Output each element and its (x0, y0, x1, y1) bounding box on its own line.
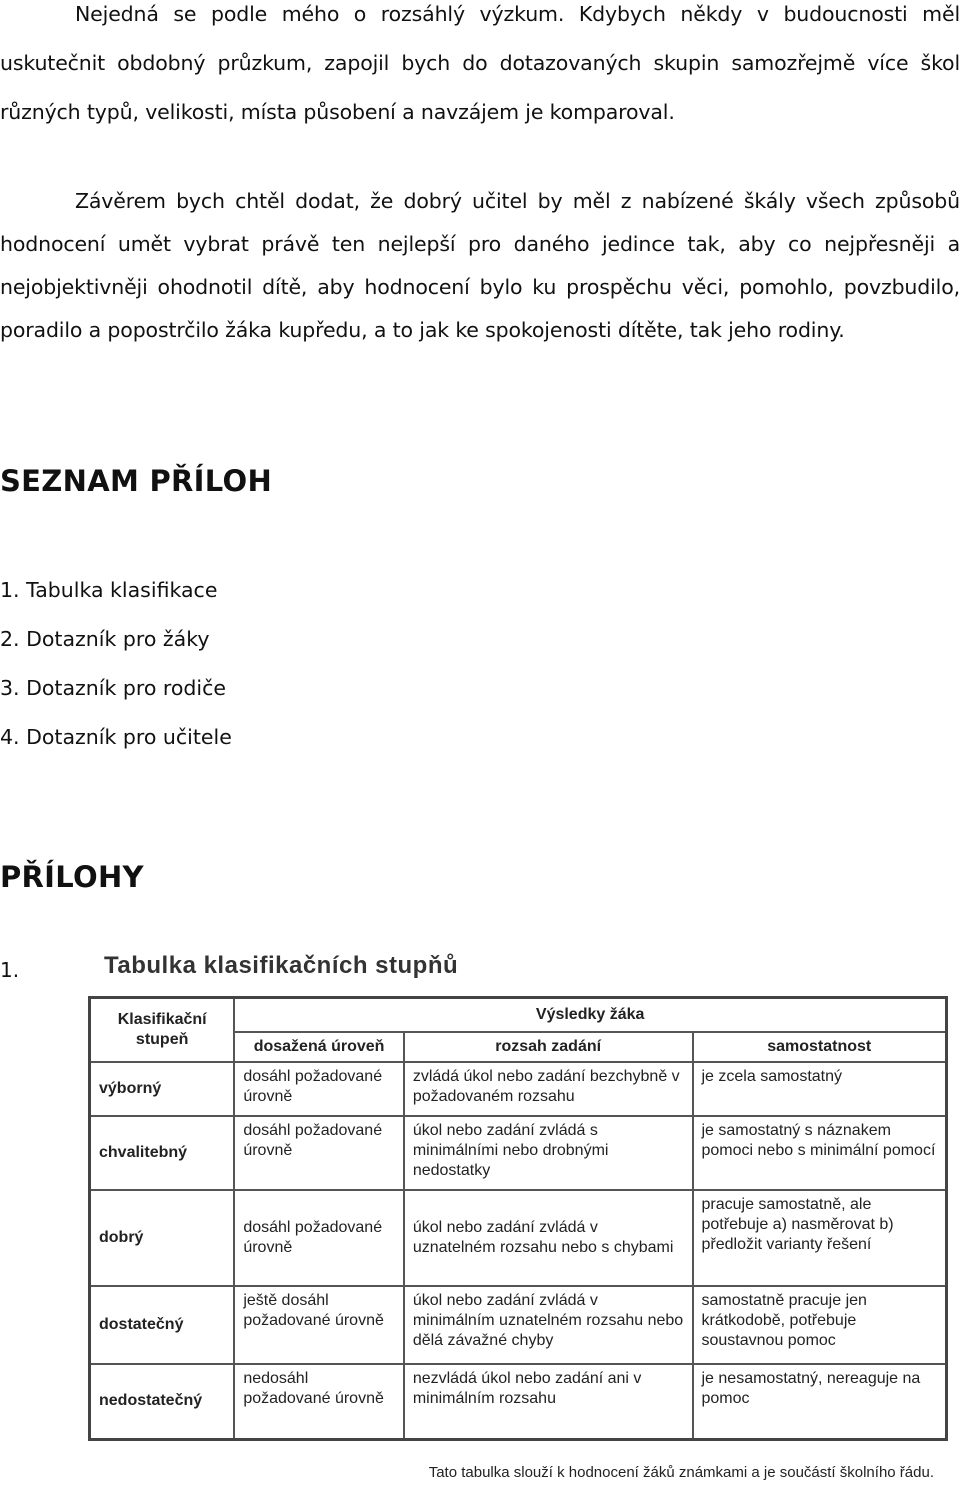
paragraph-conclusion: Závěrem bych chtěl dodat, že dobrý učitel by měl z nabízené škály všech způsobů hodnocení umět vybrat právě ten nejlepší pro daného jedince tak, aby co nejpřesněji a nejobjektivněji ohodnotil dítě, aby hodnocení bylo ku prospěchu věci, pomohlo, povzbudilo, poradilo a popostrčilo žáka kupředu, a to jak ke spokojenosti dítěte, tak jeho rodiny. (0, 189, 960, 342)
scan-title: Tabulka klasifikačních stupňů (104, 952, 459, 979)
table-row (90, 1190, 947, 1286)
cell-scope: zvládá úkol nebo zadání bezchybně v požadovaném rozsahu (404, 1062, 693, 1116)
cell-independence: je nesamostatný, nereaguje na pomoc (693, 1364, 947, 1440)
cell-scope: úkol nebo zadání zvládá s minimálními nebo drobnými nedostatky (404, 1116, 693, 1190)
cell-independence: je zcela samostatný (693, 1062, 947, 1116)
header-grade: Klasifikační stupeň (90, 998, 235, 1062)
header-scope: rozsah zadání (404, 1032, 693, 1062)
cell-independence: samostatně pracuje jen krátkodobě, potřebuje soustavnou pomoc (693, 1286, 947, 1364)
list-item: 2. Dotazník pro žáky (0, 627, 210, 651)
cell-independence: pracuje samostatně, ale potřebuje a) nasměrovat b) předložit varianty řešení (693, 1190, 947, 1286)
cell-grade: dostatečný (90, 1286, 235, 1364)
cell-grade: chvalitebný (90, 1116, 235, 1190)
cell-grade: výborný (90, 1062, 235, 1116)
header-level: dosažená úroveň (234, 1032, 404, 1062)
header-results: Výsledky žáka (234, 998, 946, 1032)
cell-level: ještě dosáhl požadované úrovně (234, 1286, 404, 1364)
table-row (90, 1116, 947, 1190)
heading-attachments: PŘÍLOHY (0, 860, 144, 894)
attachments-list (0, 566, 232, 762)
cell-level: dosáhl požadované úrovně (234, 1190, 404, 1286)
scanned-classification-table (88, 950, 948, 1490)
cell-scope: úkol nebo zadání zvládá v minimálním uznatelném rozsahu nebo dělá závažné chyby (404, 1286, 693, 1364)
list-item: 1. Tabulka klasifikace (0, 578, 218, 602)
header-independence: samostatnost (693, 1032, 947, 1062)
cell-level: nedosáhl požadované úrovně (234, 1364, 404, 1440)
scan-caption: Tato tabulka slouží k hodnocení žáků známkami a je součástí školního řádu. (428, 1464, 934, 1481)
list-item: 4. Dotazník pro učitele (0, 725, 232, 749)
table-row (90, 1364, 947, 1440)
table-row (90, 1062, 947, 1116)
list-item: 3. Dotazník pro rodiče (0, 676, 227, 700)
cell-scope: nezvládá úkol nebo zadání ani v minimálním rozsahu (404, 1364, 693, 1440)
cell-independence: je samostatný s náznakem pomoci nebo s minimální pomocí (693, 1116, 947, 1190)
cell-grade: nedostatečný (90, 1364, 235, 1440)
cell-grade: dobrý (90, 1190, 235, 1286)
table-row (90, 1286, 947, 1364)
cell-level: dosáhl požadované úrovně (234, 1116, 404, 1190)
classification-table (88, 996, 948, 1441)
cell-level: dosáhl požadované úrovně (234, 1062, 404, 1116)
paragraph-research-scope: Nejedná se podle mého o rozsáhlý výzkum. Kdybych někdy v budoucnosti měl uskutečnit obdobný průzkum, zapojil bych do dotazovaných skupin samozřejmě více škol různých typů, velikosti, místa působení a navzájem je komparoval. (0, 2, 960, 124)
cell-scope: úkol nebo zadání zvládá v uznatelném rozsahu nebo s chybami (404, 1190, 693, 1286)
attachment-number: 1. (0, 958, 20, 982)
heading-attachments-list: SEZNAM PŘÍLOH (0, 464, 273, 498)
